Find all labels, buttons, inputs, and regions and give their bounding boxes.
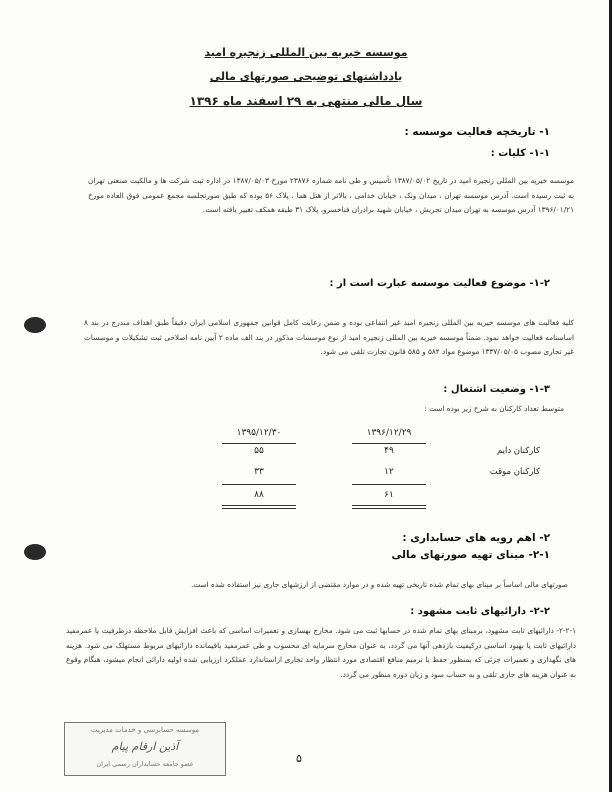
section2-2-body: ۲-۲-۱- دارائیهای ثابت مشهود، برمبنای بهای تمام شده در حسابها ثبت می شود. مخارج بهسازی و تعمیرات اساسی که باعث افزایش قابل ملاحظه درظرفیت یا عمرمفید دارائیهای ثابت یا بهبود اساسی درکیفیت بازدهی آنها می گردد، به عنوان مخارج سرمایه ای محسوب و طی عمرمفید باقیمانده دارائیهای مربوط مستهلک می شود. هزینه های نگهداری و تعمیرات جزئی که بمنظور حفظ یا ترمیم منافع اقتصادی مورد انتظار واحد تجاری ازاستاندارد عملکرد ارزیابی شده اولیه دارائی انجام میشود، هنگام وقوع به عنوان هزینه های جاری تلقی و به حساب سود و زیان دوره منظور می گردد. bbox=[66, 626, 576, 679]
cell-temporary-current: ۱۲ bbox=[384, 467, 394, 477]
total-rule bbox=[222, 484, 296, 485]
section1-2-body: کلیه فعالیت های موسسه خیریه بین المللی زنجیره امید غیر انتفاعی بوده و ضمن رعایت کامل قوانین جمهوری اسلامی ایران دقیقاً طبق اهداف مندرج در بند ۸ اساسنامه فعالیت خواهد نمود. ضمناً موسسه خیریه بین المللی زنجیره امید از نوع موسسات مذکور در بند الف ماده ۲ آیین نامه اصلاحی ثبت تشکیلات و موسسات غیر تجاری مصوب ۱۳۳۷/۰۵/۰۵ موضوع مواد ۵۸۴ و ۵۸۵ قانون تجارت تلقی می شود. bbox=[84, 318, 574, 357]
cell-total-previous: ۸۸ bbox=[254, 490, 264, 500]
header-rule bbox=[222, 443, 296, 444]
section2-2-heading: ۲-۲- دارائیهای ثابت مشهود : bbox=[410, 606, 550, 617]
auditor-stamp bbox=[64, 722, 226, 776]
section2-heading: ۲- اهم رویه های حسابداری : bbox=[402, 532, 550, 544]
page-number: ۵ bbox=[296, 752, 302, 765]
col-header-current: ۱۳۹۶/۱۲/۲۹ bbox=[366, 428, 412, 438]
total-double-rule bbox=[222, 508, 296, 509]
section2-1-body: صورتهای مالی اساساً بر مبنای بهای تمام شده تاریخی تهیه شده و در موارد مقتضی از ارزشهای جاری نیز استفاده شده است. bbox=[191, 580, 568, 589]
document-title: یادداشتهای توضیحی صورتهای مالی bbox=[209, 70, 403, 83]
cell-permanent-previous: ۵۵ bbox=[254, 446, 264, 456]
section1-3-intro: متوسط تعداد کارکنان به شرح زیر بوده است : bbox=[424, 404, 564, 413]
section1-heading: ۱- تاریخچه فعالیت موسسه : bbox=[404, 126, 550, 138]
punch-hole bbox=[24, 544, 46, 560]
section2-1-heading: ۲-۱- مبنای تهیه صورتهای مالی bbox=[391, 549, 550, 561]
section1-3-heading: ۱-۳- وضعیت اشتغال : bbox=[443, 384, 550, 395]
cell-total-current: ۶۱ bbox=[384, 490, 394, 500]
total-rule bbox=[352, 484, 426, 485]
total-double-rule bbox=[352, 508, 426, 509]
stamp-membership: عضو جامعه حسابداران رسمی ایران bbox=[96, 760, 194, 768]
header-rule bbox=[352, 443, 426, 444]
cell-temporary-previous: ۳۳ bbox=[254, 467, 264, 477]
section1-1-heading: ۱-۱- کلیات : bbox=[490, 148, 550, 159]
stamp-firm-line: موسسه حسابرسی و خدمات مدیریت bbox=[90, 726, 200, 734]
section1-1-body: موسسه خیریه بین المللی زنجیره امید در تاریخ ۱۳۸۷/۰۵/۰۲ تأسیس و طی نامه شماره ۲۳۸۷۶ مورخ ۱۳۸۷/۰۵/۰۳ در اداره ثبت شرکت ها و مالکیت صنعتی تهران به ثبت رسیده است. آدرس موسسه تهران ، میدان ونک ، خیابان خدامی ، بالاتر از هتل هما ، پلاک ۵۶ بوده که طبق صورتجلسه مجمع عمومی فوق العاده مورخ ۱۳۹۶/۰۱/۲۱ آدرس موسسه به تهران میدان تجریش ، خیابان شهید برادران فناخسرو، پلاک ۳۱ طبقه همکف تغییر یافته است. bbox=[88, 176, 574, 215]
org-name: موسسه خیریه بین المللی زنجیره امید bbox=[204, 46, 408, 59]
row-label-temporary: کارکنان موقت bbox=[489, 467, 540, 477]
col-header-previous: ۱۳۹۵/۱۲/۳۰ bbox=[236, 428, 282, 438]
row-label-permanent: کارکنان دایم bbox=[496, 446, 540, 456]
fiscal-period: سال مالی منتهی به ۲۹ اسفند ماه ۱۳۹۶ bbox=[189, 94, 423, 108]
section1-2-heading: ۱-۲- موضوع فعالیت موسسه عبارت است از : bbox=[329, 278, 550, 289]
cell-permanent-current: ۴۹ bbox=[384, 446, 394, 456]
stamp-firm-name: آذین ارقام پیام bbox=[111, 740, 179, 753]
total-double-rule bbox=[352, 505, 426, 506]
punch-hole bbox=[24, 317, 46, 333]
total-double-rule bbox=[222, 505, 296, 506]
